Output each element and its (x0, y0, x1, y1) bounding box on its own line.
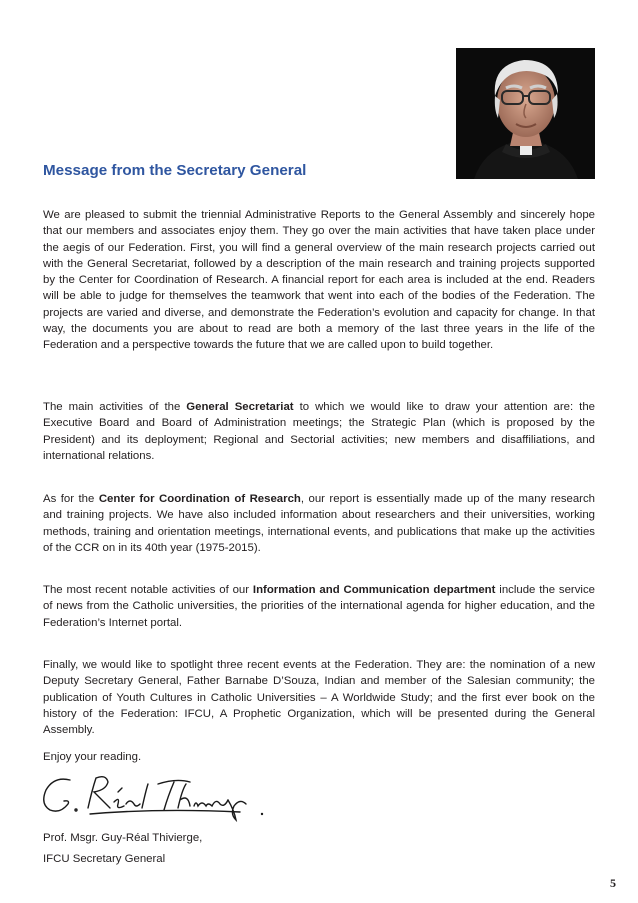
page-number: 5 (610, 876, 616, 890)
closing-line: Enjoy your reading. (43, 751, 142, 763)
secretariat-paragraph: The main activities of the General Secretariat to which we would like to draw your attention are: the Executive Board and Board of Administration meetings; the Strategic Plan (which is proposed by the President) and its deployment; Regional and Sectorial activities; new members and disaffiliations, and international relations. (43, 401, 596, 462)
communication-paragraph: The most recent notable activities of our Information and Communication department include the service of news from the Catholic universities, the priorities of the international agenda for higher education, and the Federation’s Internet portal. (43, 584, 595, 629)
research-paragraph: As for the Center for Coordination of Research, our report is essentially made up of the many research and training projects. We have also included information about researchers and their universities, working methods, training and orientation meetings, international events, and publications that make up the activities of the CCR on in its 40th year (1975-2015). (43, 493, 596, 554)
signer-name: Prof. Msgr. Guy-Réal Thivierge, (43, 832, 203, 844)
portrait-illustration (456, 48, 595, 179)
events-paragraph: Finally, we would like to spotlight three recent events at the Federation. They are: the nomination of a new Deputy Secretary General, Father Barnabe D’Souza, Indian and member of the Salesian community; the publication of Youth Cultures in Catholic Universities – A Worldwide Study; and the first ever book on the history of the Federation: IFCU, A Prophetic Organization, which will be presented during the General Assembly. (43, 659, 595, 737)
handwritten-signature (40, 770, 270, 822)
intro-paragraph: We are pleased to submit the triennial Administrative Reports to the General Assembly and sincerely hope that our members and associates enjoy them. They go over the main activities that have taken place under the aegis of our Federation. First, you will find a general overview of the main research projects carried out with the General Secretariat, followed by a description of the main research and training projects supported by the Center for Coordination of Research. A financial report for each area is included at the end. Readers will be able to judge for themselves the teamwork that went into each of the bodies of the Federation. The projects are varied and diverse, and demonstrate the Federation’s evolution and capacity for change. In that way, the documents you are about to read are both a memory of the last three years in the life of the Federation and a perspective towards the future that we are called upon to build together. (43, 209, 595, 352)
signer-role: IFCU Secretary General (43, 853, 166, 865)
portrait-photo (456, 48, 595, 179)
page-title: Message from the Secretary General (43, 162, 307, 179)
